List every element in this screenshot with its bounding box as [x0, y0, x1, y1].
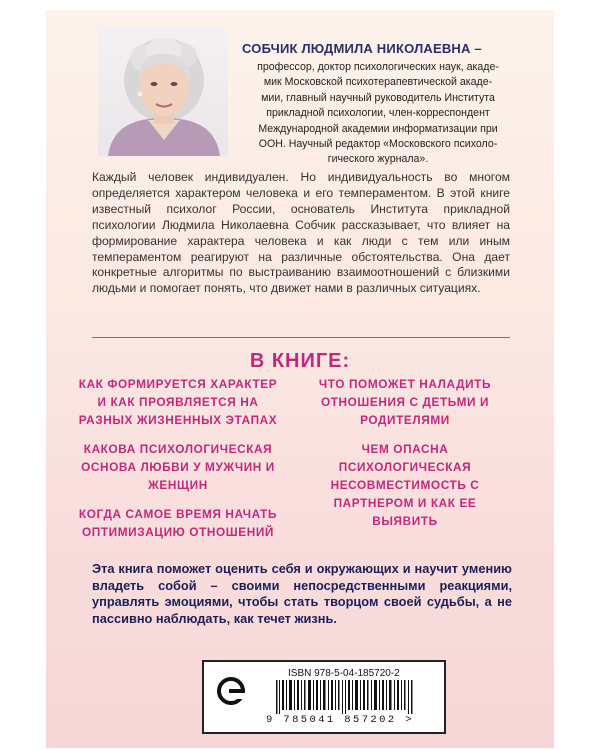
intro-paragraph: Каждый человек индивидуален. Но индивидуальность во многом определяется характером человека и его темпераментом. В этой книге известный психолог России, основатель Института прикладной психологии Людмила Николаевна Собчик рассказывает, что влияет на формирование характера человека и как люди с тем или иным темпераментом реагируют на различные обстоятельства. Она дает конкретные алгоритмы по выстраиванию взаимоотношений с близкими людьми и помогает понять, что движет нами в различных ситуациях. [92, 170, 510, 296]
topics-right-column [300, 375, 510, 541]
author-bio-line: прикладной психологии, член-корреспондент [266, 107, 490, 120]
author-bio-line: ООН. Научный редактор «Московского психоло- [258, 138, 498, 151]
topics-left-column [78, 375, 278, 552]
topic-item: КАКОВА ПСИХОЛОГИЧЕСКАЯ ОСНОВА ЛЮБВИ У МУЖЧИН И ЖЕНЩИН [81, 442, 275, 492]
author-bio-line: мик Московской психотерапевтической акаде- [263, 76, 493, 89]
author-name: СОБЧИК ЛЮДМИЛА НИКОЛАЕВНА – [242, 41, 482, 56]
isbn-text: ISBN 978-5-04-185720-2 [288, 668, 400, 679]
topic-item: ЧЕМ ОПАСНА ПСИХОЛОГИЧЕСКАЯ НЕСОВМЕСТИМОСТЬ С ПАРТНЕРОМ И КАК ЕЕ ВЫЯВИТЬ [330, 442, 480, 528]
topic-item: КАК ФОРМИРУЕТСЯ ХАРАКТЕР И КАК ПРОЯВЛЯЕТСЯ НА РАЗНЫХ ЖИЗНЕННЫХ ЭТАПАХ [78, 377, 278, 427]
author-portrait-illustration [98, 28, 228, 156]
ean-number: 9 785041 857202 > [266, 714, 414, 726]
publisher-logo-icon [216, 676, 246, 706]
section-divider [92, 337, 510, 338]
author-photo [98, 28, 228, 156]
topic-item: ЧТО ПОМОЖЕТ НАЛАДИТЬ ОТНОШЕНИЯ С ДЕТЬМИ И РОДИТЕЛЯМИ [318, 377, 492, 427]
author-bio-line: мии, главный научный руководитель Института [261, 91, 495, 104]
book-back-cover [46, 10, 554, 748]
author-bio [242, 60, 514, 168]
in-book-heading: В КНИГЕ: [249, 350, 351, 372]
topic-item: КОГДА САМОЕ ВРЕМЯ НАЧАТЬ ОПТИМИЗАЦИЮ ОТНОШЕНИЙ [78, 507, 278, 539]
summary-paragraph: Эта книга поможет оценить себя и окружающих и научит умению владеть собой – своими непосредственными реакциями, управлять эмоциями, чтобы стать творцом своей судьбы, а не пассивно наблюдать, как течет жизнь. [92, 561, 512, 626]
author-bio-line: гического журнала». [327, 153, 429, 166]
barcode-icon [276, 680, 426, 714]
author-bio-line: профессор, доктор психологических наук, акаде- [257, 61, 499, 73]
author-bio-line: Международной академии информатизации при [258, 122, 498, 135]
barcode-panel [202, 660, 446, 734]
